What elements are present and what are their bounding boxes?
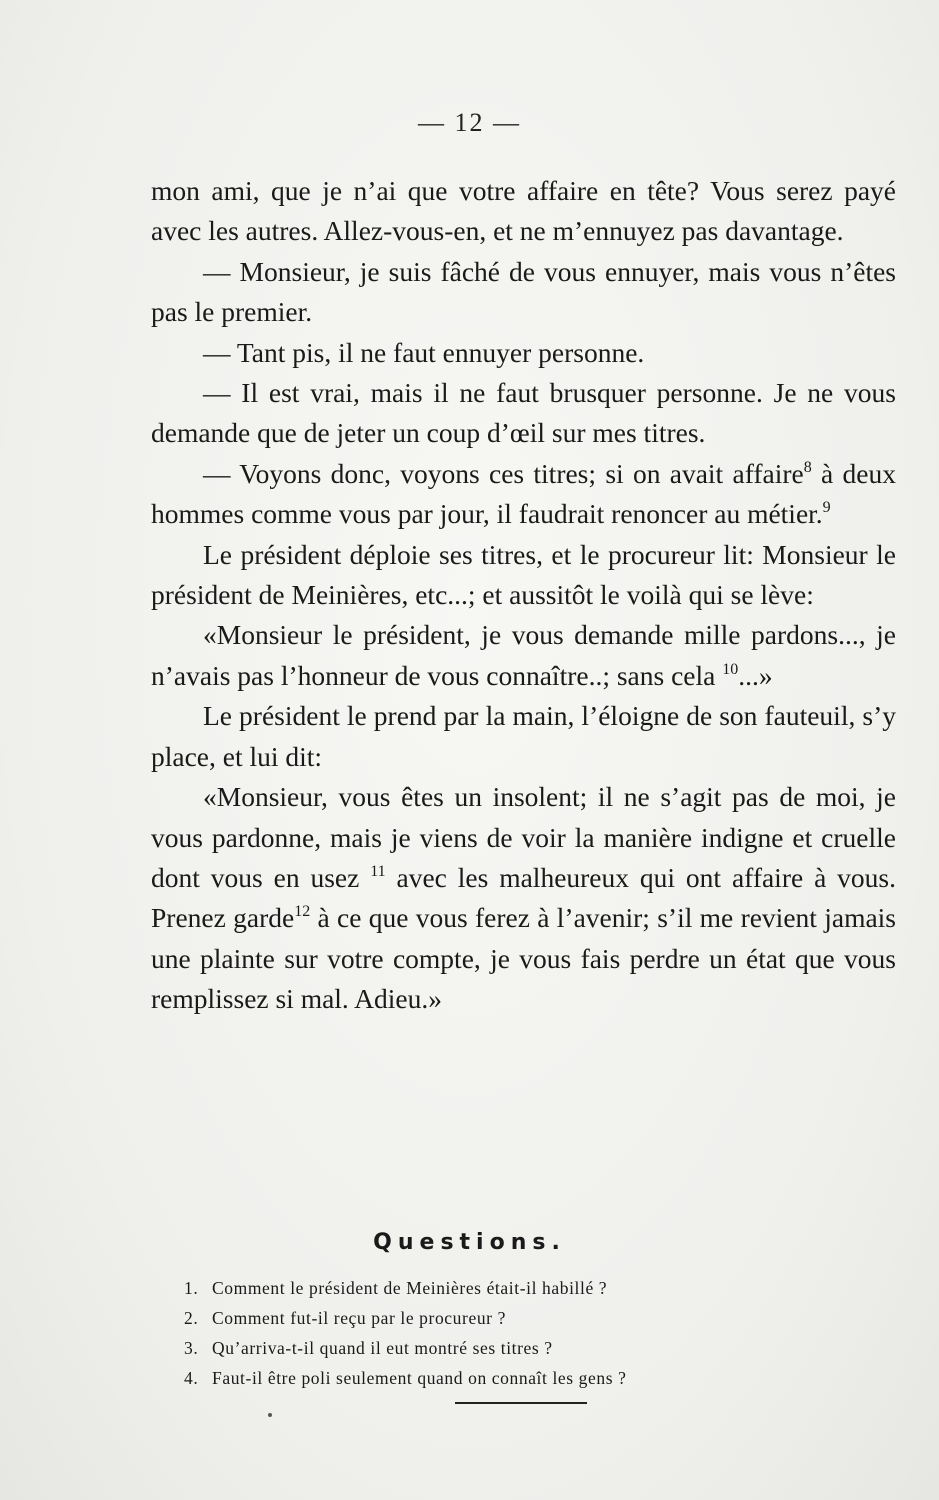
ink-speck [268,1413,272,1417]
question-number: 2. [184,1308,199,1328]
paragraph-text: Le président déploie ses titres, et le procureur lit: Monsieur le président de Meinières, etc...; et aussitôt le voilà qui se lève: [151,538,896,611]
paragraph-6 [151,535,896,616]
paragraph-text: — Monsieur, je suis fâché de vous ennuyer, mais vous n’êtes pas le premier. [151,255,896,328]
footnote-ref-12: 12 [294,903,311,921]
questions-list [184,1273,804,1393]
paragraph-text: «Monsieur le président, je vous demande mille pardons..., je n’avais pas l’honneur de vous connaître..; sans cela [151,619,896,691]
question-item [184,1303,804,1333]
question-text: Qu’arriva-t-il quand il eut montré ses titres ? [212,1338,553,1358]
paragraph-text: — Voyons donc, voyons ces titres; si on avait affaire [203,457,804,489]
paragraph-text: à ce que vous ferez à l’avenir; s’il me revient jamais une plainte sur votre compte, je vous fais perdre un état que vous remplissez si mal. Adieu.» [151,902,897,1015]
paragraph-5 [151,454,896,535]
body-text [151,171,896,1020]
question-text: Comment le président de Meinières était-il habillé ? [212,1278,608,1298]
footnote-ref-8: 8 [803,458,812,476]
footnote-ref-10: 10 [722,660,739,678]
paragraph-8 [151,696,896,777]
question-item [184,1363,804,1393]
paragraph-4 [151,373,896,454]
footnote-ref-11: 11 [370,862,386,880]
paragraph-9 [151,777,896,1019]
paragraph-text: ...» [738,659,773,691]
paragraph-text: avec les malheureux qui ont affaire à vous. Prenez garde [151,861,896,934]
paragraph-1 [151,171,896,252]
question-item [184,1333,804,1363]
question-number: 4. [184,1368,199,1388]
question-text: Comment fut-il reçu par le procureur ? [212,1308,506,1328]
paragraph-3 [151,333,896,373]
paragraph-text: «Monsieur, vous êtes un insolent; il ne s’agit pas de moi, je vous pardonne, mais je viens de voir la manière indigne et cruelle dont vous en usez [151,781,896,893]
paragraph-text: — Tant pis, il ne faut ennuyer personne. [203,336,645,368]
paragraph-7 [151,615,896,696]
paragraph-2 [151,252,896,333]
paragraph-text: à deux hommes comme vous par jour, il faudrait renoncer au métier. [151,457,896,530]
question-number: 1. [184,1278,199,1298]
questions-heading: Questions. [373,1230,566,1255]
question-number: 3. [184,1338,199,1358]
end-rule [455,1402,587,1404]
footnote-ref-9: 9 [822,499,831,517]
question-item [184,1273,804,1303]
paragraph-text: — Il est vrai, mais il ne faut brusquer personne. Je ne vous demande que de jeter un coup d’œil sur mes titres. [151,377,896,449]
page-number: — 12 — [418,108,521,137]
paragraph-text: Le président le prend par la main, l’éloigne de son fauteuil, s’y place, et lui dit: [151,700,896,772]
paragraph-text: mon ami, que je n’ai que votre affaire en tête? Vous serez payé avec les autres. Allez-vous-en, et ne m’ennuyez pas davantage. [151,175,896,247]
question-text: Faut-il être poli seulement quand on connaît les gens ? [212,1368,627,1388]
